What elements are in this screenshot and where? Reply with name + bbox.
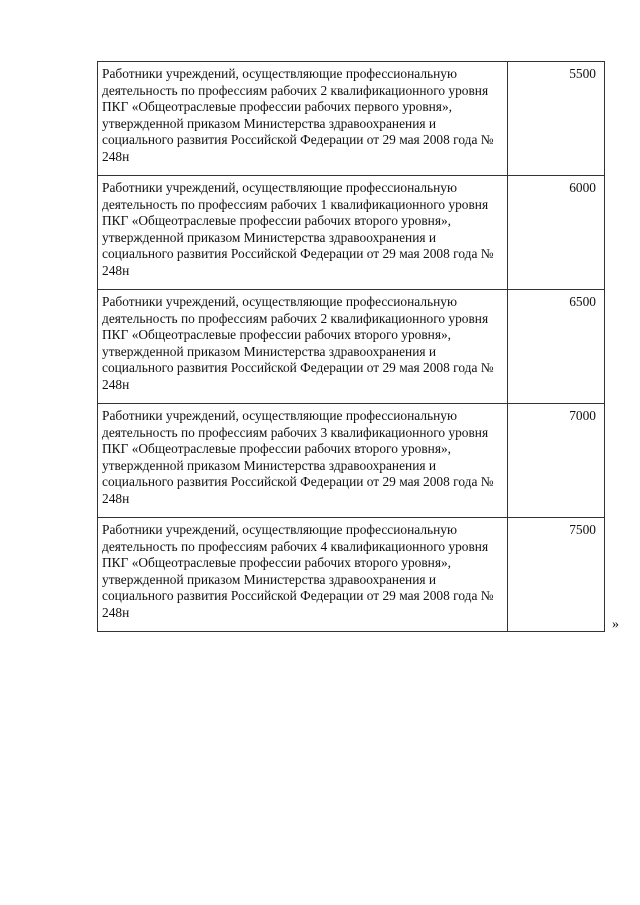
table-row [98, 290, 605, 404]
position-description: Работники учреждений, осуществляющие профессиональную деятельность по профессиям рабочих 3 квалификационного уровня ПКГ «Общеотраслевые профессии рабочих второго уровня», утвержденной приказом Министерства здравоохранения и социального развития Российской Федерации от 29 мая 2008 года № 248н [98, 404, 508, 518]
table-row [98, 176, 605, 290]
salary-amount: 7000 [508, 404, 605, 518]
position-description: Работники учреждений, осуществляющие профессиональную деятельность по профессиям рабочих 1 квалификационного уровня ПКГ «Общеотраслевые профессии рабочих второго уровня», утвержденной приказом Министерства здравоохранения и социального развития Российской Федерации от 29 мая 2008 года № 248н [98, 176, 508, 290]
salary-amount: 6500 [508, 290, 605, 404]
position-description: Работники учреждений, осуществляющие профессиональную деятельность по профессиям рабочих 2 квалификационного уровня ПКГ «Общеотраслевые профессии рабочих первого уровня», утвержденной приказом Министерства здравоохранения и социального развития Российской Федерации от 29 мая 2008 года № 248н [98, 62, 508, 176]
table-row [98, 518, 605, 632]
salary-amount: 7500 [508, 518, 605, 632]
salary-table [97, 61, 605, 632]
closing-quote: » [612, 617, 619, 632]
salary-amount: 6000 [508, 176, 605, 290]
table-row [98, 62, 605, 176]
position-description: Работники учреждений, осуществляющие профессиональную деятельность по профессиям рабочих 4 квалификационного уровня ПКГ «Общеотраслевые профессии рабочих второго уровня», утвержденной приказом Министерства здравоохранения и социального развития Российской Федерации от 29 мая 2008 года № 248н [98, 518, 508, 632]
position-description: Работники учреждений, осуществляющие профессиональную деятельность по профессиям рабочих 2 квалификационного уровня ПКГ «Общеотраслевые профессии рабочих второго уровня», утвержденной приказом Министерства здравоохранения и социального развития Российской Федерации от 29 мая 2008 года № 248н [98, 290, 508, 404]
salary-amount: 5500 [508, 62, 605, 176]
table-row [98, 404, 605, 518]
